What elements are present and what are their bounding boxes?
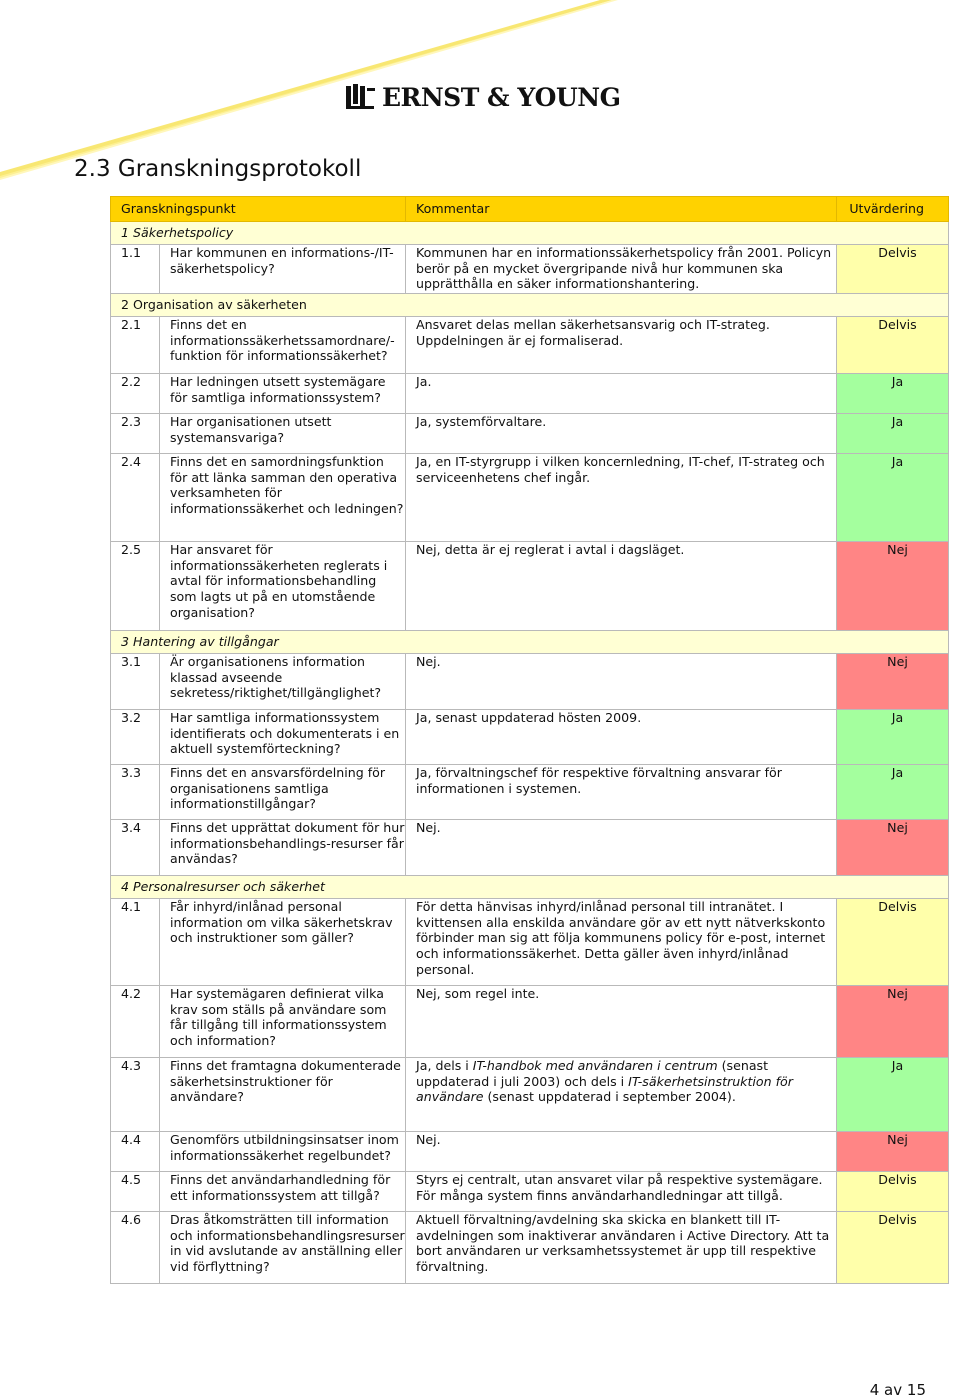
- review-comment: Nej, som regel inte.: [406, 986, 837, 1058]
- table-row: [111, 899, 949, 986]
- review-question: Finns det en ansvarsfördelning för organisationens samtliga informationstillgångar?: [160, 765, 406, 820]
- evaluation-nej: Nej: [837, 986, 949, 1058]
- review-question: Har ledningen utsett systemägare för samtliga informationssystem?: [160, 374, 406, 414]
- table-row: [111, 1172, 949, 1212]
- item-number: 2.3: [111, 414, 160, 454]
- evaluation-nej: Nej: [837, 654, 949, 710]
- item-number: 4.6: [111, 1212, 160, 1284]
- comment-segment: (senast uppdaterad i september 2004).: [483, 1089, 736, 1105]
- review-comment: Nej.: [406, 1132, 837, 1172]
- review-question: Finns det användarhandledning för ett informationssystem att tillgå?: [160, 1172, 406, 1212]
- table-row: [111, 454, 949, 542]
- evaluation-nej: Nej: [837, 542, 949, 631]
- item-number: 3.2: [111, 710, 160, 765]
- item-number: 4.4: [111, 1132, 160, 1172]
- table-row: [111, 245, 949, 294]
- review-question: Finns det en samordningsfunktion för att länka samman den operativa verksamheten för informationssäkerhet och ledningen?: [160, 454, 406, 542]
- section-row: [111, 222, 949, 245]
- item-number: 4.5: [111, 1172, 160, 1212]
- review-comment: Nej.: [406, 820, 837, 876]
- header-comment: Kommentar: [406, 197, 837, 222]
- review-question: Har ansvaret för informationssäkerheten reglerats i avtal för informationsbehandling som lagts ut på en utomstående organisation?: [160, 542, 406, 631]
- section-title: 2 Organisation av säkerheten: [111, 294, 949, 317]
- logo-text: ERNST & YOUNG: [382, 82, 621, 112]
- comment-segment: IT-säkerhetsinstruktion för användare: [416, 1073, 793, 1105]
- header-point: Granskningspunkt: [111, 197, 406, 222]
- review-comment: Styrs ej centralt, utan ansvaret vilar på respektive systemägare. För många system finns användarhandledningar att tillgå.: [406, 1172, 837, 1212]
- review-comment: Kommunen har en informationssäkerhetspolicy från 2001. Policyn berör på en mycket övergripande nivå hur kommunen ska upprätthålla en säker informationshantering.: [406, 245, 837, 294]
- review-comment: [406, 1058, 837, 1132]
- review-comment: Ansvaret delas mellan säkerhetsansvarig och IT-strateg. Uppdelningen är ej formaliserad.: [406, 317, 837, 374]
- review-comment: Ja.: [406, 374, 837, 414]
- section-row: [111, 294, 949, 317]
- section-title: 3 Hantering av tillgångar: [111, 631, 949, 654]
- review-question: Är organisationens information klassad avseende sekretess/riktighet/tillgänglighet?: [160, 654, 406, 710]
- review-comment: Aktuell förvaltning/avdelning ska skicka en blankett till IT-avdelningen som inaktiverar användaren i Active Directory. Att ta bort användaren ur verksamhetssystemet är upp till respektive förvaltning.: [406, 1212, 837, 1284]
- item-number: 4.3: [111, 1058, 160, 1132]
- evaluation-ja: Ja: [837, 765, 949, 820]
- review-question: Har systemägaren definierat vilka krav som ställs på användare som får tillgång till informationssystem och information?: [160, 986, 406, 1058]
- section-row: [111, 876, 949, 899]
- item-number: 4.1: [111, 899, 160, 986]
- comment-segment: IT-handbok med användaren i centrum: [472, 1058, 718, 1073]
- review-comment: Ja, en IT-styrgrupp i vilken koncernledning, IT-chef, IT-strateg och serviceenhetens chef ingår.: [406, 454, 837, 542]
- review-comment: Ja, senast uppdaterad hösten 2009.: [406, 710, 837, 765]
- page-number: 4 av 15: [869, 1381, 926, 1399]
- review-comment: Ja, förvaltningschef för respektive förvaltning ansvarar för informationen i systemen.: [406, 765, 837, 820]
- table-row: [111, 710, 949, 765]
- table-header-row: [111, 197, 949, 222]
- table-row: [111, 374, 949, 414]
- item-number: 2.2: [111, 374, 160, 414]
- review-question: Genomförs utbildningsinsatser inom informationssäkerhet regelbundet?: [160, 1132, 406, 1172]
- evaluation-delvis: Delvis: [837, 1172, 949, 1212]
- table-body: [111, 222, 949, 1284]
- evaluation-ja: Ja: [837, 454, 949, 542]
- review-comment: Nej.: [406, 654, 837, 710]
- item-number: 3.1: [111, 654, 160, 710]
- table-row: [111, 542, 949, 631]
- section-row: [111, 631, 949, 654]
- item-number: 2.1: [111, 317, 160, 374]
- header-evaluation: Utvärdering: [837, 197, 949, 222]
- review-comment: Ja, systemförvaltare.: [406, 414, 837, 454]
- review-question: Finns det upprättat dokument för hur informationsbehandlings-resurser får användas?: [160, 820, 406, 876]
- review-comment: Nej, detta är ej reglerat i avtal i dagsläget.: [406, 542, 837, 631]
- evaluation-delvis: Delvis: [837, 1212, 949, 1284]
- item-number: 2.5: [111, 542, 160, 631]
- table-row: [111, 1132, 949, 1172]
- table-row: [111, 765, 949, 820]
- table-row: [111, 1212, 949, 1284]
- review-question: Finns det en informationssäkerhetssamordnare/-funktion för informationssäkerhet?: [160, 317, 406, 374]
- review-protocol-table: [110, 196, 949, 1284]
- review-question: Har organisationen utsett systemansvariga?: [160, 414, 406, 454]
- evaluation-ja: Ja: [837, 414, 949, 454]
- review-question: Dras åtkomsträtten till information och informationsbehandlingsresurser in vid avslutande av anställning eller vid förflyttning?: [160, 1212, 406, 1284]
- review-question: Har samtliga informationssystem identifierats och dokumenterats i en aktuell systemförteckning?: [160, 710, 406, 765]
- item-number: 1.1: [111, 245, 160, 294]
- review-question: Har kommunen en informations-/IT-säkerhetspolicy?: [160, 245, 406, 294]
- page-title: 2.3 Granskningsprotokoll: [74, 156, 362, 182]
- review-question: Får inhyrd/inlånad personal information om vilka säkerhetskrav och instruktioner som gäller?: [160, 899, 406, 986]
- table-row: [111, 986, 949, 1058]
- evaluation-ja: Ja: [837, 1058, 949, 1132]
- table-row: [111, 820, 949, 876]
- evaluation-nej: Nej: [837, 820, 949, 876]
- evaluation-ja: Ja: [837, 710, 949, 765]
- table-row: [111, 317, 949, 374]
- evaluation-delvis: Delvis: [837, 245, 949, 294]
- logo-mark-icon: [346, 84, 376, 110]
- section-title: 1 Säkerhetspolicy: [111, 222, 949, 245]
- table-row: [111, 1058, 949, 1132]
- review-question: Finns det framtagna dokumenterade säkerhetsinstruktioner för användare?: [160, 1058, 406, 1132]
- item-number: 3.3: [111, 765, 160, 820]
- ernst-young-logo: [346, 80, 620, 114]
- comment-segment: Ja, dels i: [416, 1058, 473, 1073]
- review-comment: För detta hänvisas inhyrd/inlånad personal till intranätet. I kvittensen alla enskilda användare gör av ett nytt nätverkskonto förbinder man sig att följa kommunens policy för e-post, internet och informationssäkerhet. Detta gäller även inhyrd/inlånad personal.: [406, 899, 837, 986]
- item-number: 4.2: [111, 986, 160, 1058]
- evaluation-ja: Ja: [837, 374, 949, 414]
- evaluation-delvis: Delvis: [837, 899, 949, 986]
- item-number: 2.4: [111, 454, 160, 542]
- item-number: 3.4: [111, 820, 160, 876]
- section-title: 4 Personalresurser och säkerhet: [111, 876, 949, 899]
- evaluation-delvis: Delvis: [837, 317, 949, 374]
- comment-segment: (senast uppdaterad i juli 2003) och dels i: [416, 1058, 769, 1089]
- table-row: [111, 654, 949, 710]
- evaluation-nej: Nej: [837, 1132, 949, 1172]
- table-row: [111, 414, 949, 454]
